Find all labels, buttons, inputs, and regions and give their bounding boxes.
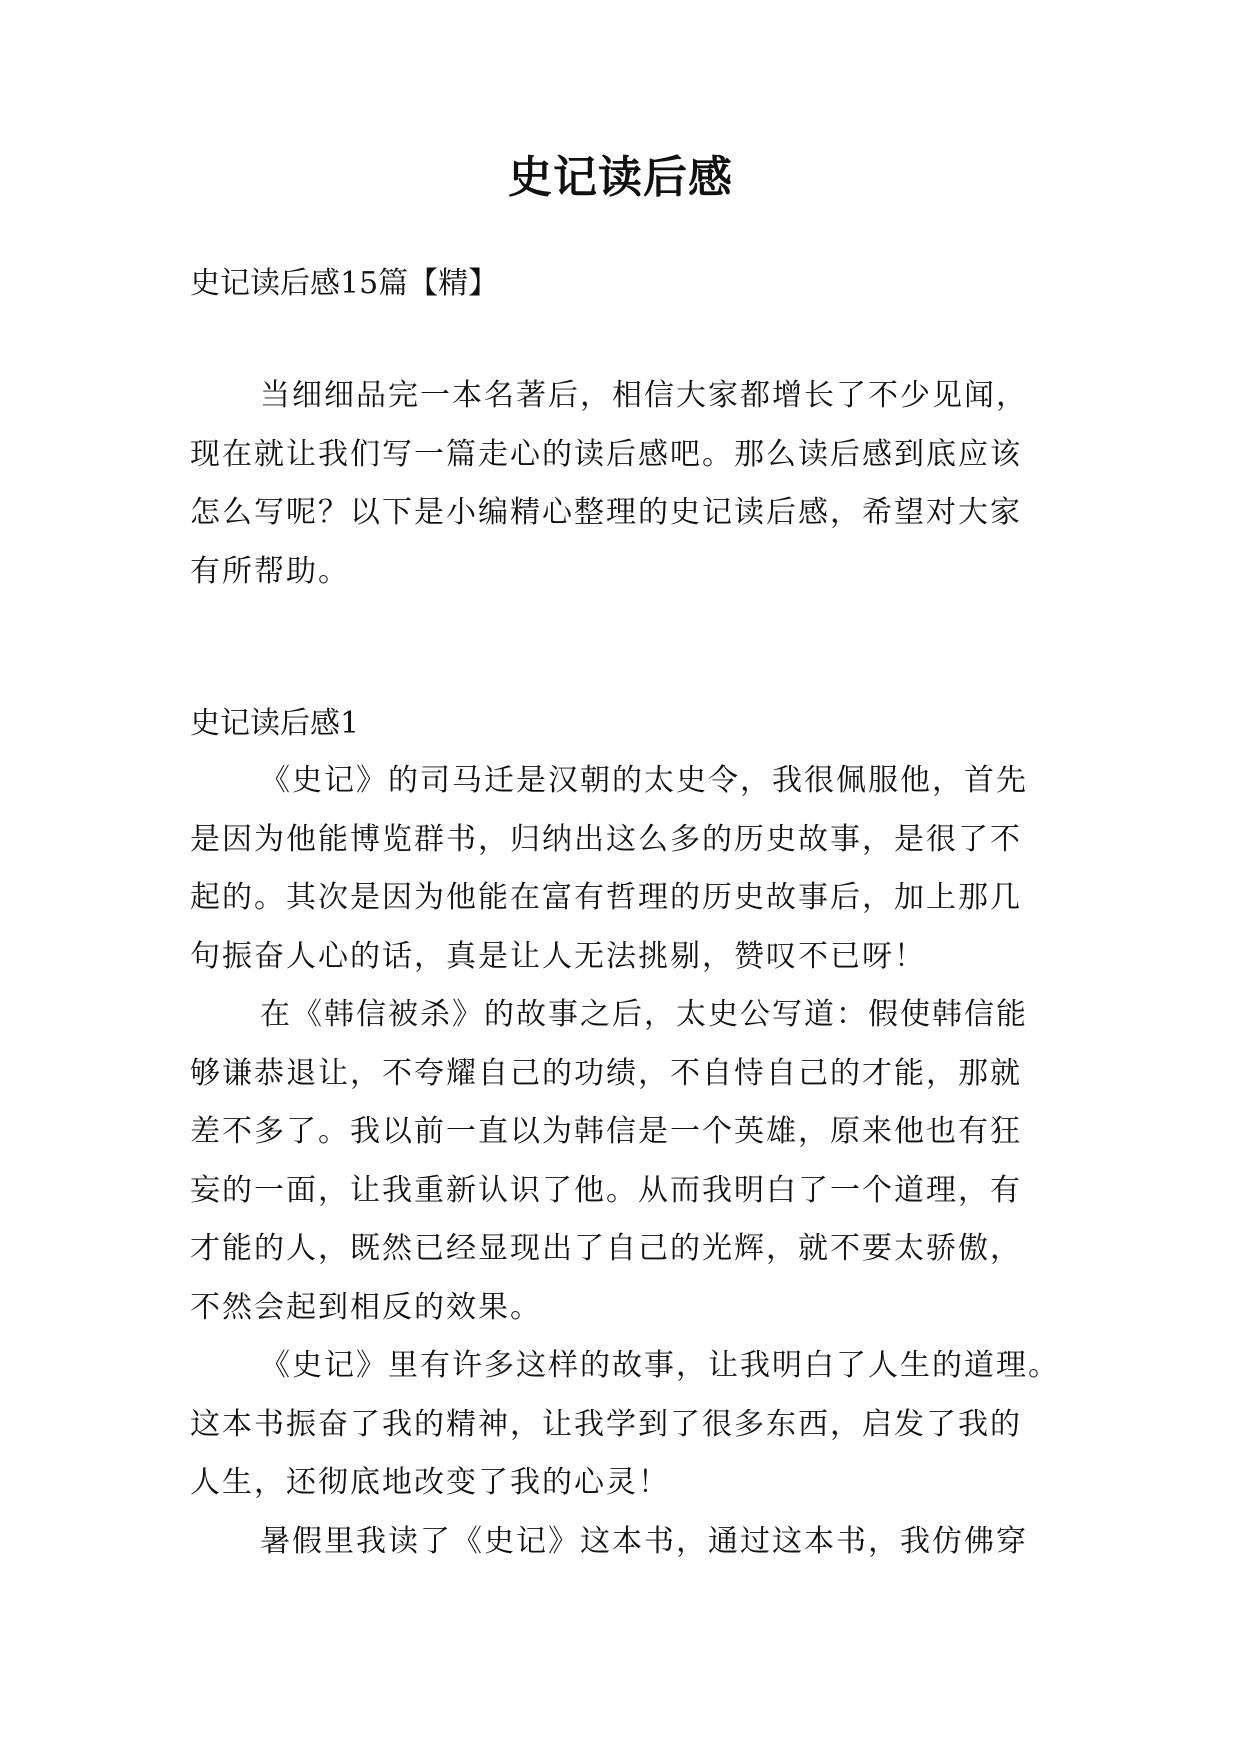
body-paragraph-2 [190,986,1070,1337]
body-paragraph-4 [190,1513,1070,1572]
document-title: 史记读后感 [508,152,733,203]
paragraph-line: 起的。其次是因为他能在富有哲理的历史故事后，加上那几 [190,880,1022,915]
paragraph-line: 暑假里我读了《史记》这本书，通过这本书，我仿佛穿 [260,1524,1028,1559]
body-paragraph-1 [190,752,1070,986]
paragraph-line: 是因为他能博览群书，归纳出这么多的历史故事，是很了不 [190,821,1022,857]
body-paragraph-3 [190,1337,1070,1513]
paragraph-line: 妄的一面，让我重新认识了他。从而我明白了一个道理，有 [190,1172,1022,1208]
section-heading: 史记读后感1 [190,706,360,741]
paragraph-line: 在《韩信被杀》的故事之后，太史公写道：假使韩信能 [260,997,1028,1032]
paragraph-line: 人生，还彻底地改变了我的心灵！ [190,1465,670,1500]
paragraph-line: 这本书振奋了我的精神，让我学到了很多东西，启发了我的 [190,1406,1022,1442]
paragraph-line: 够谦恭退让，不夸耀自己的功绩，不自恃自己的才能，那就 [190,1055,1022,1091]
intro-paragraph [190,367,1070,601]
intro-line: 当细细品完一本名著后，相信大家都增长了不少见闻， [260,378,1028,413]
paragraph-line: 不然会起到相反的效果。 [190,1289,542,1325]
paragraph-line: 《史记》里有许多这样的故事，让我明白了人生的道理。 [260,1348,1060,1383]
paragraph-line: 差不多了。我以前一直以为韩信是一个英雄，原来他也有狂 [190,1114,1022,1149]
intro-line: 怎么写呢？以下是小编精心整理的史记读后感，希望对大家 [190,495,1022,530]
document-subtitle: 史记读后感15篇【精】 [190,266,499,301]
paragraph-line: 《史记》的司马迁是汉朝的太史令，我很佩服他，首先 [260,763,1028,798]
intro-line: 有所帮助。 [190,553,350,589]
paragraph-line: 句振奋人心的话，真是让人无法挑剔，赞叹不已呀！ [190,938,926,974]
intro-line: 现在就让我们写一篇走心的读后感吧。那么读后感到底应该 [190,436,1022,472]
paragraph-line: 才能的人，既然已经显现出了自己的光辉，就不要太骄傲， [190,1231,1022,1266]
